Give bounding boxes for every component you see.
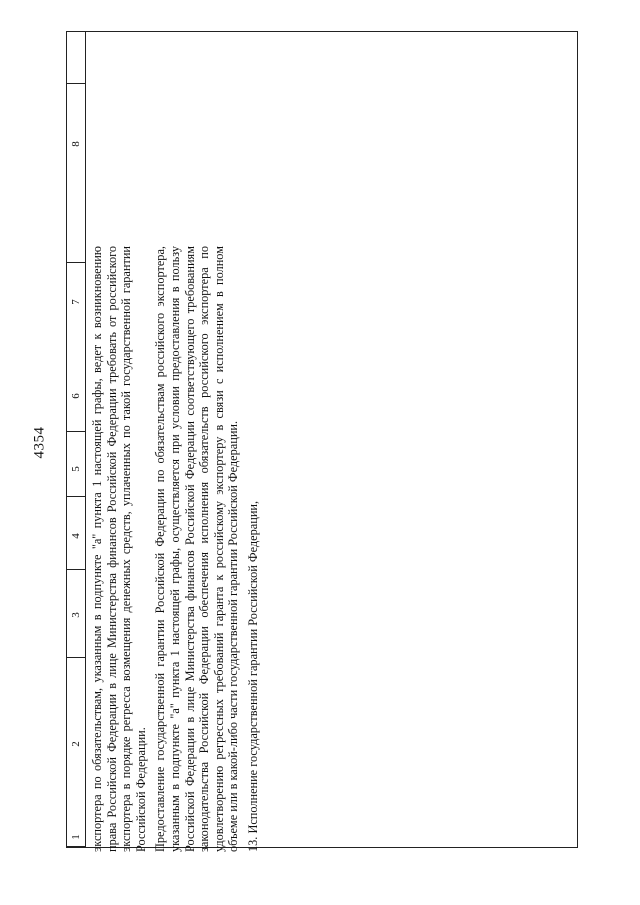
column-divider [66, 83, 86, 84]
paragraph: 13. Исполнение государственной гарантии Российской Федерации, [245, 500, 260, 852]
column-number-8: 8 [70, 141, 82, 147]
column-8-text [90, 246, 266, 852]
column-number-1: 1 [70, 834, 82, 840]
column-divider [66, 569, 86, 570]
column-divider [66, 496, 86, 497]
column-divider [66, 657, 86, 658]
column-number-3: 3 [70, 612, 82, 618]
paragraph: Предоставление государственной гарантии Российской Федерации по обязательствам российского экспортера, указанным в подпункте "а" пункта 1 настоящей графы, осуществляется при условии предоставления в пользу Российской Федерации в лице Министерства финансов Российской Федерации соответствующего требованиям законодательства Российской Федерации обеспечения исполнения обязательств российского экспортера по удовлетворению регрессных требований гаранта к российскому экспортеру в связи с исполнением в полном объеме или в какой-либо части государственной гарантии Российской Федерации. [153, 246, 241, 852]
column-number-2: 2 [70, 741, 82, 747]
column-divider [66, 431, 86, 432]
column-number-5: 5 [70, 466, 82, 472]
column-divider [66, 262, 86, 263]
paragraph: экспортера по обязательствам, указанным в подпункте "а" пункта 1 настоящей графы, ведет к возникновению права Российской Федерации в лице Министерства финансов Российской Федерации требовать от российского экспортера в порядке регресса возмещения денежных средств, уплаченных по такой государственной гарантии Российской Федерации. [90, 246, 148, 852]
column-number-4: 4 [70, 533, 82, 539]
column-number-7: 7 [70, 299, 82, 305]
page-number: 4354 [31, 426, 48, 459]
column-number-6: 6 [70, 393, 82, 399]
